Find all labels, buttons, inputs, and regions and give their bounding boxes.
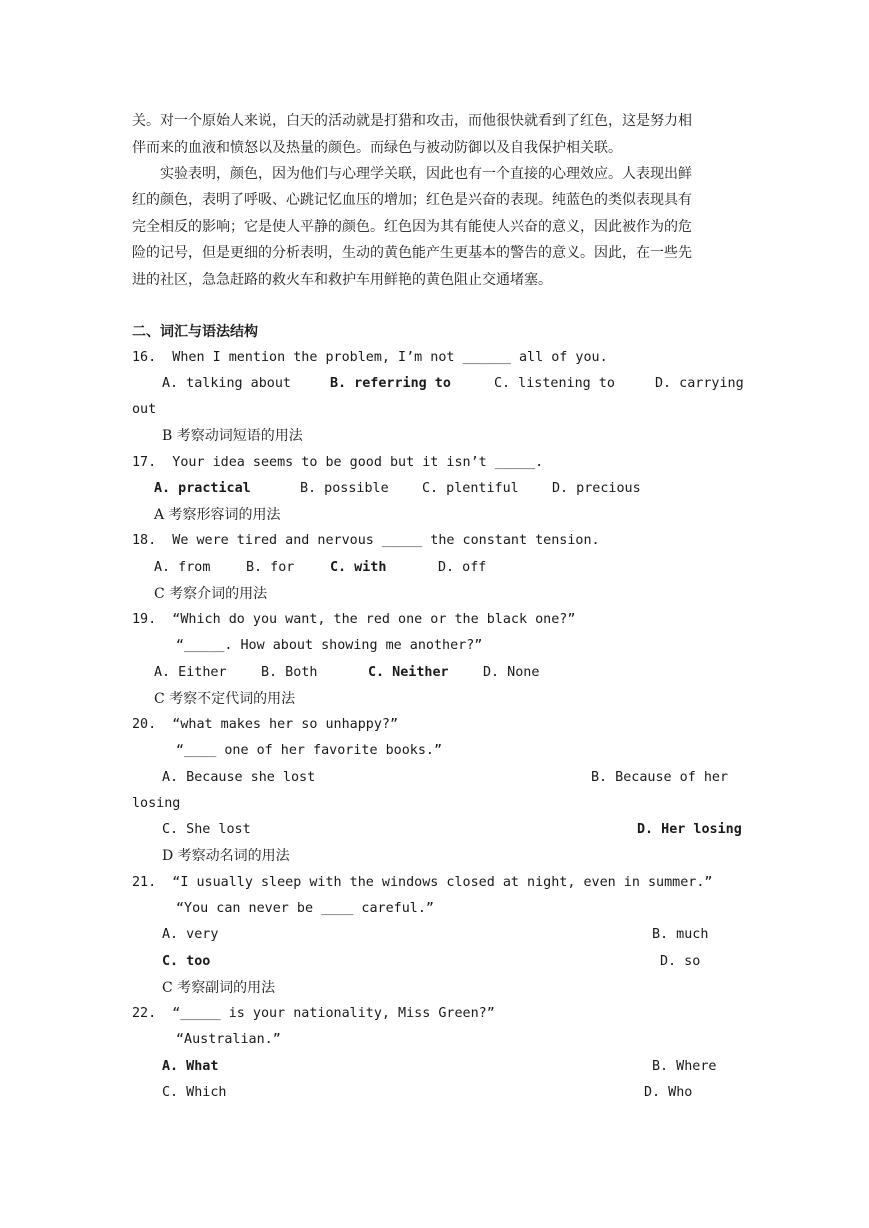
q20-answer-note: D 考察动名词的用法	[162, 848, 290, 864]
q20-option-b: B. Because of her	[591, 770, 729, 785]
q19-answer-note: C 考察不定代词的用法	[154, 691, 296, 707]
q16-answer-note: B 考察动词短语的用法	[162, 428, 303, 444]
q19-option-d: D. None	[483, 665, 540, 680]
q16-option-c: C. listening to	[494, 376, 615, 391]
question-22-reply: “Australian.”	[176, 1032, 281, 1047]
passage-line: 实验表明，颜色，因为他们与心理学关联，因此也有一个直接的心理效应。人表现出鲜	[160, 166, 692, 182]
question-21-stem: 21. “I usually sleep with the windows closed at night, even in summer.”	[132, 875, 713, 890]
q20-option-b-continued: losing	[132, 796, 181, 811]
question-19-reply: “_____. How about showing me another?”	[176, 638, 483, 653]
q18-option-d: D. off	[438, 560, 487, 575]
question-16-stem: 16. When I mention the problem, I’m not ______ all of you.	[132, 350, 608, 365]
question-18-stem: 18. We were tired and nervous _____ the constant tension.	[132, 533, 600, 548]
q19-option-b: B. Both	[261, 665, 318, 680]
q20-option-d-answer: D. Her losing	[637, 822, 742, 837]
q19-option-c-answer: C. Neither	[368, 665, 449, 680]
question-22-stem: 22. “_____ is your nationality, Miss Green?”	[132, 1006, 495, 1021]
q22-option-b: B. Where	[652, 1059, 717, 1074]
q17-option-c: C. plentiful	[422, 481, 519, 496]
q21-answer-note: C 考察副词的用法	[162, 980, 276, 996]
passage-line: 红的颜色，表明了呼吸、心跳记忆血压的增加；红色是兴奋的表现。纯蓝色的类似表现具有	[132, 192, 692, 208]
q16-option-a: A. talking about	[162, 376, 291, 391]
q18-option-a: A. from	[154, 560, 211, 575]
q17-option-b: B. possible	[300, 481, 389, 496]
passage-line: 伴而来的血液和愤怒以及热量的颜色。而绿色与被动防御以及自我保护相关联。	[132, 140, 622, 156]
question-20-reply: “____ one of her favorite books.”	[176, 743, 443, 758]
passage-line: 险的记号，但是更细的分析表明，生动的黄色能产生更基本的警告的意义。因此，在一些先	[132, 245, 692, 261]
q22-option-d: D. Who	[644, 1085, 693, 1100]
q20-option-c: C. She lost	[162, 822, 251, 837]
section-title: 二、词汇与语法结构	[132, 324, 258, 340]
q17-answer-note: A 考察形容词的用法	[154, 507, 281, 523]
question-21-reply: “You can never be ____ careful.”	[176, 901, 434, 916]
question-20-stem: 20. “what makes her so unhappy?”	[132, 717, 399, 732]
q16-option-d-continued: out	[132, 402, 157, 417]
question-17-stem: 17. Your idea seems to be good but it isn’t _____.	[132, 455, 544, 470]
q18-answer-note: C 考察介词的用法	[154, 586, 268, 602]
passage-line: 关。对一个原始人来说，白天的活动就是打猎和攻击，而他很快就看到了红色，这是努力相	[132, 113, 692, 129]
q17-option-d: D. precious	[552, 481, 641, 496]
q22-option-a-answer: A. What	[162, 1059, 219, 1074]
q17-option-a-answer: A. practical	[154, 481, 251, 496]
q16-option-d: D. carrying	[655, 376, 744, 391]
q19-option-a: A. Either	[154, 665, 227, 680]
q21-option-d: D. so	[660, 954, 701, 969]
q21-option-b: B. much	[652, 927, 709, 942]
q22-option-c: C. Which	[162, 1085, 227, 1100]
q18-option-c-answer: C. with	[330, 560, 387, 575]
q21-option-c-answer: C. too	[162, 954, 211, 969]
q21-option-a: A. very	[162, 927, 219, 942]
passage-line: 进的社区，急急赶路的救火车和救护车用鲜艳的黄色阻止交通堵塞。	[132, 272, 552, 288]
passage-line: 完全相反的影响；它是使人平静的颜色。红色因为其有能使人兴奋的意义，因此被作为的危	[132, 219, 692, 235]
q20-option-a: A. Because she lost	[162, 770, 316, 785]
question-19-stem: 19. “Which do you want, the red one or the black one?”	[132, 612, 576, 627]
q18-option-b: B. for	[246, 560, 295, 575]
q16-option-b-answer: B. referring to	[330, 376, 451, 391]
